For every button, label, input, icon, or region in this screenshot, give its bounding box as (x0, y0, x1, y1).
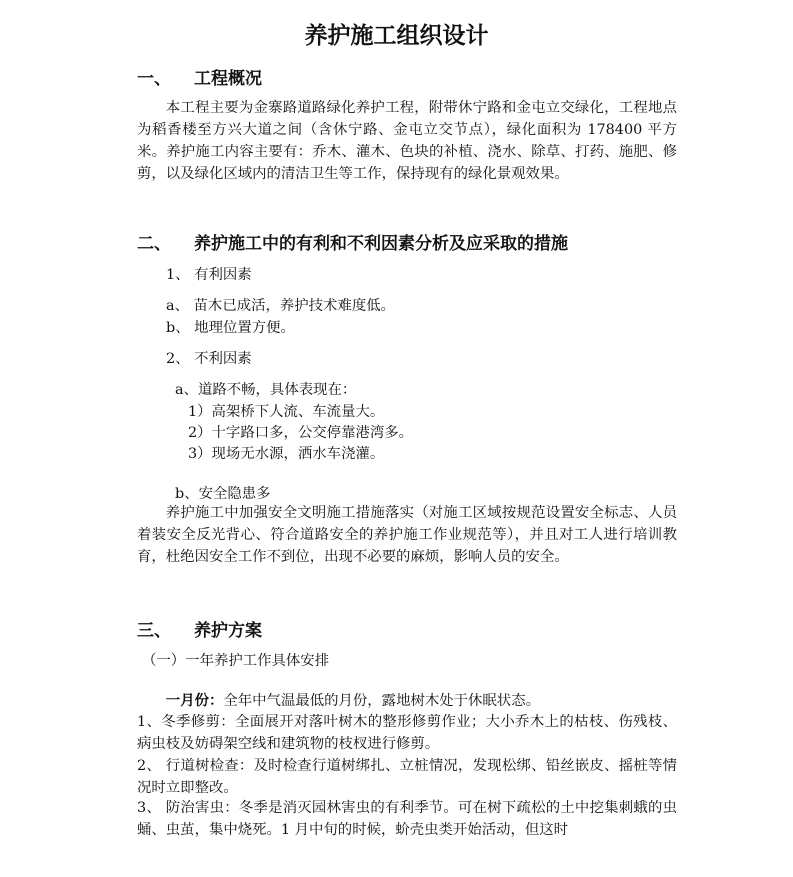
unfavorable-item-b: b、安全隐患多 (175, 486, 271, 502)
favorable-item-a: a、 苗木已成活，养护技术难度低。 (166, 298, 396, 314)
street-tree-check-paragraph (137, 755, 677, 799)
unfavorable-subitem-3: 3）现场无水源，洒水车浇灌。 (188, 446, 385, 462)
overview-paragraph: 本工程主要为金寨路道路绿化养护工程，附带休宁路和金屯立交绿化，工程地点为稻香楼至方兴大道之间（含休宁路、金屯立交节点），绿化面积为 178400 平方米。养护施工内容主要有：乔木、灌木、色块的补植、浇水、除草、打药、施肥、修剪，以及绿化区域内的清洁卫生等工作，保持现有的绿化景观效果。 (137, 100, 677, 182)
section-heading-overview (137, 67, 262, 91)
section-title: 工程概况 (194, 69, 262, 89)
section-title: 养护方案 (194, 621, 262, 641)
pest-control-paragraph (137, 797, 677, 841)
unfavorable-subitem-1: 1）高架桥下人流、车流量大。 (188, 404, 385, 420)
document-title: 养护施工组织设计 (304, 23, 489, 49)
favorable-item-b: b、 地理位置方便。 (166, 320, 295, 336)
section-number: 一、 (137, 69, 171, 89)
january-text: 全年中气温最低的月份，露地树木处于休眠状态。 (223, 693, 540, 709)
street-tree-check-text: 及时检查行道树绑扎、立桩情况，发现松绑、铅丝嵌皮、摇桩等情况时立即整改。 (137, 758, 677, 796)
pest-control-text: 冬季是消灭园林害虫的有利季节。可在树下疏松的土中挖集刺蛾的虫蛹、虫茧，集中烧死。1 月中旬的时候，蚧壳虫类开始活动，但这时 (137, 800, 677, 838)
unfavorable-title: 2、 不利因素 (166, 351, 252, 367)
pest-control-label: 3、 防治害虫： (137, 800, 239, 816)
safety-paragraph: 养护施工中加强安全文明施工措施落实（对施工区域按规范设置安全标志、人员着装安全反光背心、符合道路安全的养护施工作业规范等），并且对工人进行培训教育，杜绝因安全工作不到位，出现不必要的麻烦，影响人员的安全。 (137, 505, 677, 565)
january-paragraph (137, 690, 677, 712)
favorable-title: 1、 有利因素 (166, 267, 252, 283)
section-number: 三、 (137, 621, 171, 641)
winter-pruning-paragraph (137, 711, 677, 755)
january-label: 一月份： (165, 692, 224, 709)
winter-pruning-label: 1、冬季修剪： (137, 714, 235, 730)
subsection-title: （一）一年养护工作具体安排 (142, 653, 330, 669)
section-heading-plan (137, 619, 262, 643)
section-heading-factors (137, 232, 568, 256)
section-title: 养护施工中的有利和不利因素分析及应采取的措施 (194, 234, 568, 254)
winter-pruning-text: 全面展开对落叶树木的整形修剪作业；大小乔木上的枯枝、伤残枝、病虫枝及妨碍架空线和建筑物的枝杈进行修剪。 (137, 714, 677, 752)
street-tree-check-label: 2、 行道树检查： (137, 758, 254, 774)
section-number: 二、 (137, 234, 171, 254)
unfavorable-item-a: a、道路不畅，具体表现在： (175, 382, 357, 398)
unfavorable-subitem-2: 2）十字路口多，公交停靠港湾多。 (188, 425, 414, 441)
